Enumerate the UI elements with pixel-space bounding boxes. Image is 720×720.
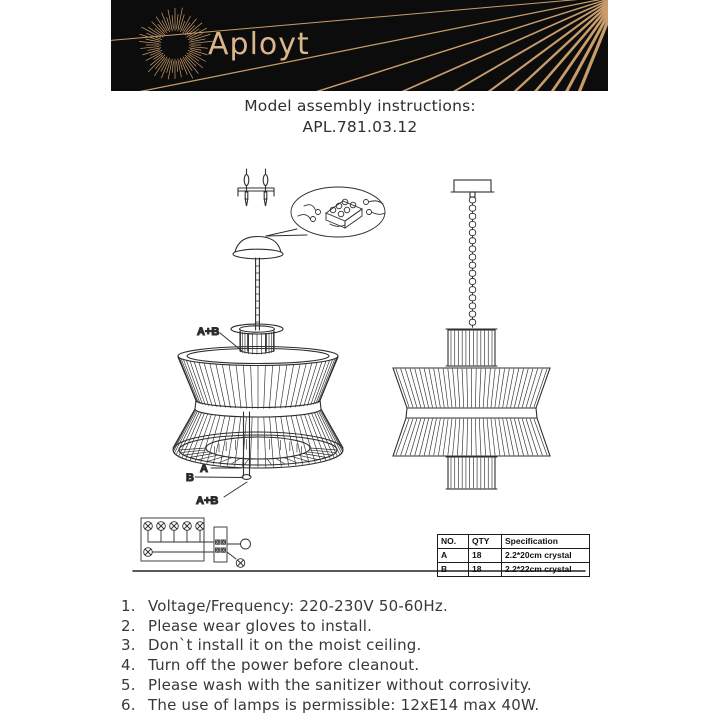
upper-crystal-drum-drawing xyxy=(178,347,338,409)
list-item xyxy=(121,636,661,656)
list-item xyxy=(121,597,661,617)
parts-table-header-row xyxy=(438,535,590,549)
cell-spec: 2.2*20cm crystal xyxy=(502,549,590,563)
item-number: 3. xyxy=(121,636,136,655)
list-item xyxy=(121,676,661,696)
lower-crystal-drum-drawing xyxy=(173,409,343,468)
instruction-list xyxy=(121,597,661,715)
list-item xyxy=(121,696,661,716)
wiring-callout-balloon xyxy=(266,187,385,237)
item-number: 6. xyxy=(121,695,136,714)
ceiling-canopy-drawing xyxy=(233,237,283,259)
cell-qty: 18 xyxy=(469,549,502,563)
col-header-qty: QTY xyxy=(469,535,502,549)
item-text: Please wear gloves to install. xyxy=(148,616,373,635)
parts-table xyxy=(437,534,590,577)
item-text: Turn off the power before cleanout. xyxy=(148,656,420,675)
list-item xyxy=(121,617,661,637)
table-row xyxy=(438,549,590,563)
stem-rod-drawing xyxy=(256,258,260,330)
model-number: APL.781.03.12 xyxy=(302,118,418,136)
item-text: Don`t install it on the moist ceiling. xyxy=(148,636,422,655)
table-row xyxy=(438,563,590,577)
label-top-ring: A+B xyxy=(197,326,220,338)
brand-logo-text: Aployt xyxy=(208,27,310,62)
top-crystal-ring-drawing xyxy=(231,324,283,354)
item-number: 4. xyxy=(121,656,136,675)
label-crystal-a: A xyxy=(200,463,208,475)
chain-drawing xyxy=(469,197,475,327)
mounting-bracket-drawing xyxy=(238,169,274,206)
item-number: 2. xyxy=(121,616,136,635)
label-crystal-b: B xyxy=(186,472,194,484)
ceiling-plate-drawing xyxy=(454,180,491,192)
cell-qty: 18 xyxy=(469,563,502,577)
wiring-diagram xyxy=(141,518,251,567)
col-header-spec: Specification xyxy=(502,535,590,549)
col-header-no: NO. xyxy=(438,535,469,549)
item-text: Voltage/Frequency: 220-230V 50-60Hz. xyxy=(148,597,448,615)
list-item xyxy=(121,656,661,676)
switch-symbol xyxy=(241,539,251,549)
cell-spec: 2.2*22cm crystal xyxy=(502,563,590,577)
item-text: The use of lamps is permissible: 12xE14 max 40W. xyxy=(148,695,540,714)
item-number: 1. xyxy=(121,597,136,615)
assembled-view-drawing xyxy=(393,180,550,489)
label-bottom-ring: A+B xyxy=(196,495,219,507)
cell-no: B xyxy=(438,563,469,577)
exploded-view-drawing xyxy=(173,169,385,507)
item-text: Please wash with the sanitizer without corrosivity. xyxy=(148,675,532,694)
item-number: 5. xyxy=(121,675,136,694)
cell-no: A xyxy=(438,549,469,563)
page-title: Model assembly instructions: xyxy=(244,97,476,115)
